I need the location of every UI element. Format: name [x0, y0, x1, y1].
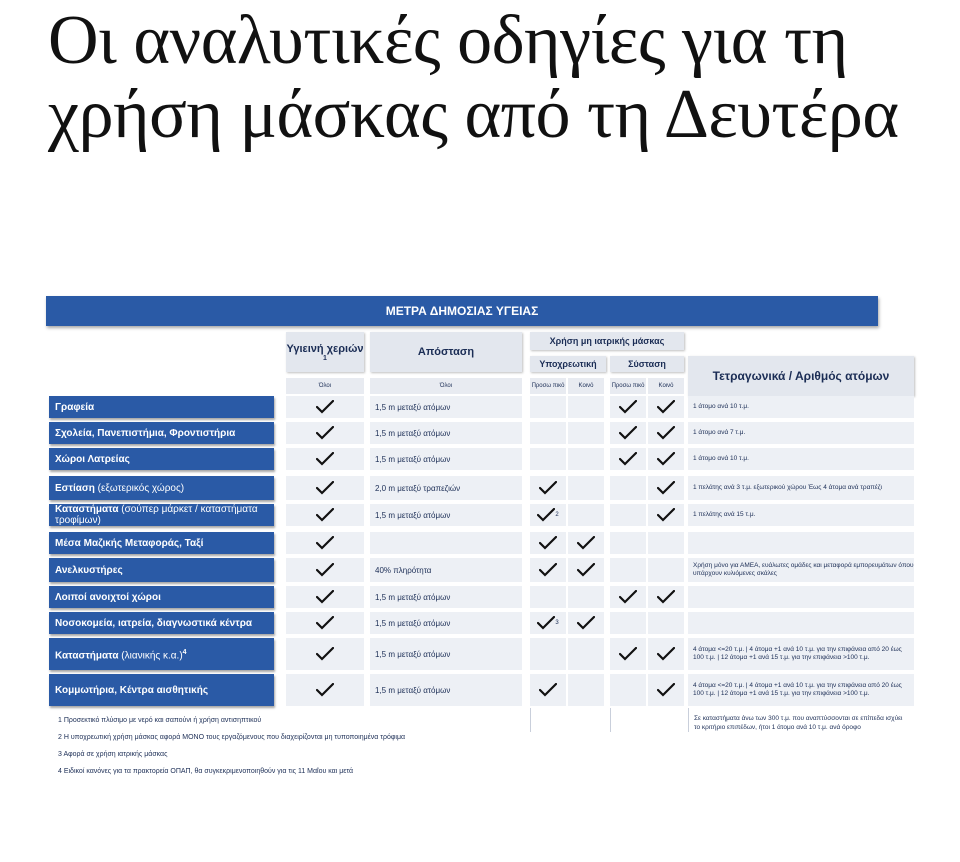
hygiene-cell: [286, 638, 364, 670]
area-cell: [688, 448, 914, 470]
hygiene-cell: [286, 612, 364, 634]
column-divider: [530, 708, 531, 732]
row-label-text: [55, 454, 130, 465]
row-label-main: Νοσοκομεία, ιατρεία, διαγνωστικά κέντρα: [55, 617, 253, 629]
row-label-note: (λιανικής κ.α.): [118, 650, 183, 662]
mandatory-staff-cell: [530, 422, 566, 444]
row-label: [49, 422, 274, 444]
area-cell: [688, 558, 914, 582]
article-headline: Οι αναλυτικές οδηγίες για τη χρήση μάσκας από τη Δευτέρα: [48, 2, 899, 153]
checkmark-icon: [577, 563, 595, 577]
row-label-main: Σχολεία, Πανεπιστήμια, Φροντιστήρια: [55, 427, 236, 439]
mandatory-staff-cell: [530, 638, 566, 670]
row-label: [49, 504, 274, 526]
recommended-staff-cell: [610, 422, 646, 444]
area-cell: [688, 532, 914, 554]
recommended-public-cell: [648, 504, 684, 526]
area-cell: [688, 674, 914, 706]
row-label: [49, 674, 274, 706]
recommended-staff-cell: [610, 448, 646, 470]
checkmark-icon: [539, 683, 557, 697]
row-label-text: [55, 618, 252, 629]
recommended-public-cell: [648, 674, 684, 706]
hygiene-cell: [286, 532, 364, 554]
mandatory-public-cell: [568, 448, 604, 470]
column-divider: [688, 708, 689, 732]
distance-cell: [370, 476, 522, 500]
mandatory-staff-cell: [530, 476, 566, 500]
area-text: Χρήση μόνο για ΑΜΕΑ, ευάλωτες ομάδες και μεταφορά εμπορευμάτων όπου υπάρχουν κυλιόμενες σκάλες: [693, 562, 914, 577]
row-label-main: Καταστήματα: [55, 650, 119, 662]
mandatory-public-cell: [568, 422, 604, 444]
recommended-public-cell: [648, 638, 684, 670]
distance-cell: [370, 448, 522, 470]
hygiene-cell: [286, 396, 364, 418]
distance-text: 1,5 m μεταξύ ατόμων: [375, 592, 451, 602]
hygiene-cell: [286, 448, 364, 470]
mandatory-public-cell: [568, 558, 604, 582]
check-footnote-mark: 3: [555, 619, 559, 626]
distance-text: 1,5 m μεταξύ ατόμων: [375, 510, 451, 520]
recommended-staff-cell: [610, 586, 646, 608]
area-cell: [688, 638, 914, 670]
hygiene-cell: [286, 558, 364, 582]
row-label-main: Ανελκυστήρες: [55, 564, 123, 576]
row-label-text: [55, 647, 187, 661]
distance-cell: [370, 396, 522, 418]
mandatory-staff-cell: [530, 448, 566, 470]
area-cell: [688, 476, 914, 500]
checkmark-icon: [316, 563, 334, 577]
row-label: [49, 476, 274, 500]
row-label-text: [55, 483, 184, 494]
mandatory-public-cell: [568, 612, 604, 634]
checkmark-icon: [316, 400, 334, 414]
subheader-recommended-public: Κοινό: [648, 378, 684, 394]
checkmark-icon: [657, 508, 675, 522]
header-hygiene-label: Υγιεινή χεριών: [286, 342, 364, 355]
row-label-text: [55, 428, 235, 439]
row-label: [49, 638, 274, 670]
recommended-staff-cell: [610, 396, 646, 418]
recommended-public-cell: [648, 476, 684, 500]
distance-text: 1,5 m μεταξύ ατόμων: [375, 649, 451, 659]
row-label-main: Γραφεία: [55, 401, 95, 413]
distance-cell: [370, 674, 522, 706]
checkmark-icon: [619, 400, 637, 414]
recommended-staff-cell: [610, 476, 646, 500]
header-recommended: Σύσταση: [610, 356, 684, 372]
row-label: [49, 448, 274, 470]
area-text: 1 άτομο ανά 7 τ.μ.: [693, 429, 746, 436]
row-label-main: Χώροι Λατρείας: [55, 453, 130, 465]
recommended-public-cell: [648, 532, 684, 554]
footnote: 3 Αφορά σε χρήση ιατρικής μάσκας: [58, 751, 168, 758]
side-note: Σε καταστήματα άνω των 300 τ.μ. που αναπτύσσονται σε επίπεδα ισχύει το κριτήριο επιπέδων, ήτοι 1 άτομο ανά 10 τ.μ. ανά όροφο: [694, 715, 903, 731]
checkmark-icon: [316, 647, 334, 661]
row-label: [49, 586, 274, 608]
distance-text: 1,5 m μεταξύ ατόμων: [375, 402, 451, 412]
checkmark-icon: [316, 616, 334, 630]
row-label: [49, 558, 274, 582]
distance-cell: [370, 586, 522, 608]
mandatory-public-cell: [568, 586, 604, 608]
row-label-text: [55, 538, 203, 549]
checkmark-icon: [316, 426, 334, 440]
subheader-hygiene-all: Όλοι: [286, 378, 364, 394]
recommended-public-cell: [648, 586, 684, 608]
recommended-staff-cell: [610, 532, 646, 554]
distance-text: 1,5 m μεταξύ ατόμων: [375, 454, 451, 464]
recommended-staff-cell: [610, 638, 646, 670]
recommended-public-cell: [648, 558, 684, 582]
checkmark-icon: [316, 536, 334, 550]
checkmark-icon: [619, 426, 637, 440]
hygiene-cell: [286, 586, 364, 608]
distance-cell: [370, 612, 522, 634]
row-label-main: Μέσα Μαζικής Μεταφοράς, Ταξί: [55, 537, 204, 549]
mandatory-public-cell: [568, 396, 604, 418]
checkmark-icon: [316, 590, 334, 604]
mandatory-public-cell: [568, 674, 604, 706]
distance-text: 1,5 m μεταξύ ατόμων: [375, 685, 451, 695]
recommended-public-cell: [648, 448, 684, 470]
checkmark-icon: [657, 590, 675, 604]
mandatory-public-cell: [568, 638, 604, 670]
row-label-text: [55, 402, 94, 413]
mandatory-staff-cell: [530, 504, 566, 526]
distance-cell: [370, 532, 522, 554]
checkmark-icon: [316, 683, 334, 697]
recommended-public-cell: [648, 396, 684, 418]
footnote: 2 Η υποχρεωτική χρήση μάσκας αφορά ΜΟΝΟ τους εργαζόμενους που διαχειρίζονται μη τυποποιημένα τρόφιμα: [58, 734, 406, 741]
checkmark-icon: [539, 536, 557, 550]
footnote: 1 Προσεκτικό πλύσιμο με νερό και σαπούνι ή χρήση αντισηπτικού: [58, 717, 262, 724]
check-footnote-mark: 2: [555, 511, 559, 518]
header-distance: Απόσταση: [370, 332, 522, 372]
table-banner: ΜΕΤΡΑ ΔΗΜΟΣΙΑΣ ΥΓΕΙΑΣ: [46, 296, 878, 326]
distance-text: 1,5 m μεταξύ ατόμων: [375, 618, 451, 628]
mandatory-staff-cell: [530, 558, 566, 582]
header-area-persons: Τετραγωνικά / Αριθμός ατόμων: [688, 356, 914, 396]
checkmark-icon: [657, 683, 675, 697]
row-label-text: [55, 592, 161, 603]
row-label: [49, 396, 274, 418]
mandatory-staff-cell: [530, 396, 566, 418]
row-label: [49, 532, 274, 554]
header-hygiene: [286, 332, 364, 372]
area-cell: [688, 612, 914, 634]
subheader-mandatory-staff: Προσω πικό: [530, 378, 566, 394]
checkmark-icon: [657, 426, 675, 440]
checkmark-icon: [577, 536, 595, 550]
checkmark-icon: [619, 452, 637, 466]
area-cell: [688, 396, 914, 418]
checkmark-icon: [316, 452, 334, 466]
row-label-note: (εξωτερικός χώρος): [94, 482, 185, 494]
distance-cell: [370, 504, 522, 526]
recommended-public-cell: [648, 422, 684, 444]
distance-text: 2,0 m μεταξύ τραπεζιών: [375, 483, 461, 493]
row-label: [49, 612, 274, 634]
area-cell: [688, 504, 914, 526]
checkmark-icon: [577, 616, 595, 630]
area-text: 1 πελάτης ανά 3 τ.μ. εξωτερικού χώρου Έως 4 άτομα ανά τραπέζι: [693, 484, 882, 491]
distance-text: 40% πληρότητα: [375, 565, 432, 575]
public-health-measures-table: [46, 296, 918, 796]
checkmark-icon: [619, 647, 637, 661]
mandatory-staff-cell: [530, 674, 566, 706]
mandatory-public-cell: [568, 476, 604, 500]
area-cell: [688, 422, 914, 444]
checkmark-icon: [537, 616, 555, 630]
recommended-staff-cell: [610, 558, 646, 582]
row-label-main: Εστίαση: [55, 482, 95, 494]
checkmark-icon: [316, 508, 334, 522]
header-mask-use: Χρήση μη ιατρικής μάσκας: [530, 332, 684, 350]
checkmark-icon: [537, 508, 555, 522]
row-label-note: (σούπερ μάρκετ / καταστήματα τροφίμων): [55, 504, 258, 526]
distance-text: 1,5 m μεταξύ ατόμων: [375, 428, 451, 438]
area-text: 1 άτομο ανά 10 τ.μ.: [693, 455, 749, 462]
area-text: 4 άτομα <=20 τ.μ. | 4 άτομα +1 ανά 10 τ.μ. για την επιφάνεια από 20 έως 100 τ.μ. | 12 άτομα +1 ανά 15 τ.μ. για την επιφάνεια >100 τ.μ.: [693, 682, 902, 697]
row-label-main: Λοιποί ανοιχτοί χώροι: [55, 591, 161, 603]
recommended-staff-cell: [610, 674, 646, 706]
footnote: 4 Ειδικοί κανόνες για τα πρακτορεία ΟΠΑΠ, θα συγκεκριμενοποιηθούν για τις 11 Μαΐου και μετά: [58, 768, 354, 775]
header-hygiene-footnote-mark: 1: [323, 354, 327, 362]
mandatory-public-cell: [568, 504, 604, 526]
area-text: 4 άτομα <=20 τ.μ. | 4 άτομα +1 ανά 10 τ.μ. για την επιφάνεια από 20 έως 100 τ.μ. | 12 άτομα +1 ανά 15 τ.μ. για την επιφάνεια >100 τ.μ.: [693, 646, 902, 661]
row-label-main: Καταστήματα: [55, 504, 119, 515]
checkmark-icon: [657, 400, 675, 414]
mandatory-staff-cell: [530, 532, 566, 554]
checkmark-icon: [539, 563, 557, 577]
subheader-distance-all: Όλοι: [370, 378, 522, 394]
subheader-recommended-staff: Προσω πικό: [610, 378, 646, 394]
column-divider: [610, 708, 611, 732]
area-text: 1 πελάτης ανά 15 τ.μ.: [693, 511, 756, 518]
hygiene-cell: [286, 674, 364, 706]
row-label-footnote-mark: 4: [182, 648, 187, 656]
hygiene-cell: [286, 422, 364, 444]
recommended-staff-cell: [610, 612, 646, 634]
checkmark-icon: [657, 481, 675, 495]
subheader-mandatory-public: Κοινό: [568, 378, 604, 394]
hygiene-cell: [286, 504, 364, 526]
distance-cell: [370, 422, 522, 444]
mandatory-public-cell: [568, 532, 604, 554]
distance-cell: [370, 638, 522, 670]
checkmark-icon: [657, 452, 675, 466]
mandatory-staff-cell: [530, 612, 566, 634]
row-label-main: Κομμωτήρια, Κέντρα αισθητικής: [55, 684, 209, 696]
hygiene-cell: [286, 476, 364, 500]
distance-cell: [370, 558, 522, 582]
checkmark-icon: [619, 590, 637, 604]
row-label-text: [55, 504, 274, 526]
header-mandatory: Υποχρεωτική: [530, 356, 606, 372]
row-label-text: [55, 565, 123, 576]
row-label-text: [55, 685, 208, 696]
recommended-staff-cell: [610, 504, 646, 526]
area-text: 1 άτομο ανά 10 τ.μ.: [693, 403, 749, 410]
area-cell: [688, 586, 914, 608]
mandatory-staff-cell: [530, 586, 566, 608]
recommended-public-cell: [648, 612, 684, 634]
checkmark-icon: [657, 647, 675, 661]
checkmark-icon: [316, 481, 334, 495]
checkmark-icon: [539, 481, 557, 495]
